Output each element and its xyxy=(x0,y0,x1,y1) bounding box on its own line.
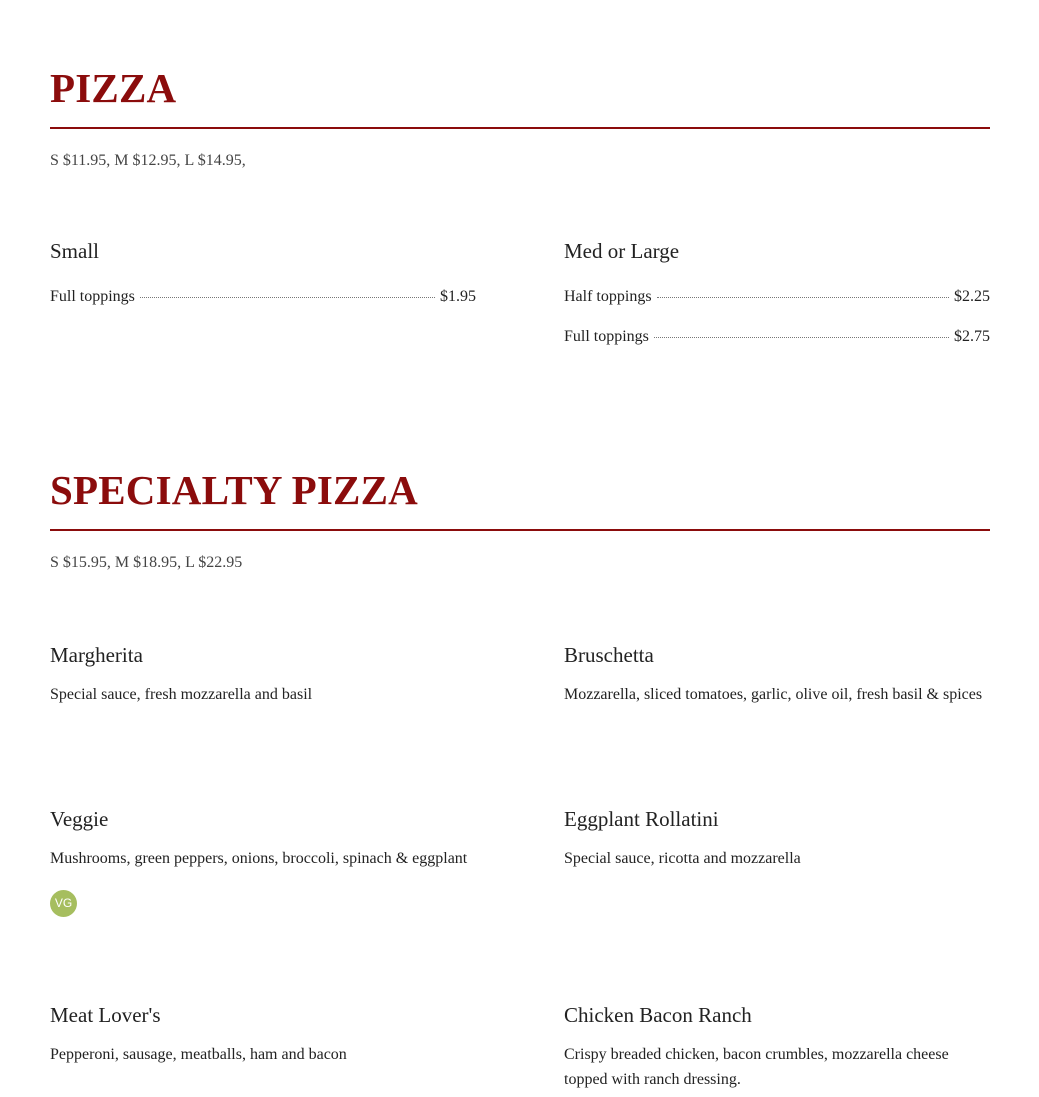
menu-item-description: Crispy breaded chicken, bacon crumbles, mozzarella cheese topped with ranch dressing. xyxy=(564,1046,949,1088)
dotted-leader xyxy=(657,297,949,298)
menu-item-name: Margherita xyxy=(50,643,143,667)
small-toppings-group xyxy=(50,238,476,305)
small-toppings-title: Small xyxy=(50,239,100,263)
pizza-section-title: PIZZA xyxy=(50,65,177,111)
menu-item-margherita xyxy=(50,642,476,707)
menu-item-bruschetta xyxy=(564,642,990,707)
price-row-price: $2.75 xyxy=(954,328,990,345)
menu-item-description: Special sauce, fresh mozzarella and basil xyxy=(50,686,313,703)
dotted-leader xyxy=(654,337,949,338)
specialty-pizza-section xyxy=(50,466,990,1088)
menu-item-description: Mozzarella, sliced tomatoes, garlic, olive oil, fresh basil & spices xyxy=(564,686,983,703)
med-large-full-toppings-row xyxy=(564,328,990,346)
menu-item-name: Eggplant Rollatini xyxy=(564,807,719,831)
price-row-price: $1.95 xyxy=(440,288,476,305)
med-large-toppings-group xyxy=(564,238,990,345)
price-row-price: $2.25 xyxy=(954,288,990,305)
pizza-price-note: S $11.95, M $12.95, L $14.95, xyxy=(50,152,246,169)
menu-item-veggie xyxy=(50,806,476,917)
med-large-half-toppings-row xyxy=(564,288,990,306)
specialty-price-note: S $15.95, M $18.95, L $22.95 xyxy=(50,554,243,571)
menu-item-chicken-bacon-ranch xyxy=(564,1002,990,1092)
menu-item-description: Special sauce, ricotta and mozzarella xyxy=(564,850,801,867)
pizza-section-divider xyxy=(50,127,990,129)
menu-item-description: Mushrooms, green peppers, onions, broccoli, spinach & eggplant xyxy=(50,850,468,867)
menu-item-name: Bruschetta xyxy=(564,643,654,667)
specialty-section-title: SPECIALTY PIZZA xyxy=(50,467,418,513)
price-row-label: Half toppings xyxy=(564,288,652,305)
menu-item-name: Veggie xyxy=(50,807,109,831)
menu-item-eggplant-rollatini xyxy=(564,806,990,871)
menu-item-name: Meat Lover's xyxy=(50,1003,161,1027)
dotted-leader xyxy=(140,297,435,298)
menu-item-name: Chicken Bacon Ranch xyxy=(564,1003,752,1027)
menu-item-meat-lovers xyxy=(50,1002,476,1067)
small-full-toppings-row xyxy=(50,288,476,306)
pizza-section xyxy=(50,64,990,345)
price-row-label: Full toppings xyxy=(50,288,135,305)
menu-item-description: Pepperoni, sausage, meatballs, ham and bacon xyxy=(50,1046,347,1063)
price-row-label: Full toppings xyxy=(564,328,649,345)
specialty-section-divider xyxy=(50,529,990,531)
vegan-badge: VG xyxy=(50,890,77,917)
med-large-toppings-title: Med or Large xyxy=(564,239,680,263)
